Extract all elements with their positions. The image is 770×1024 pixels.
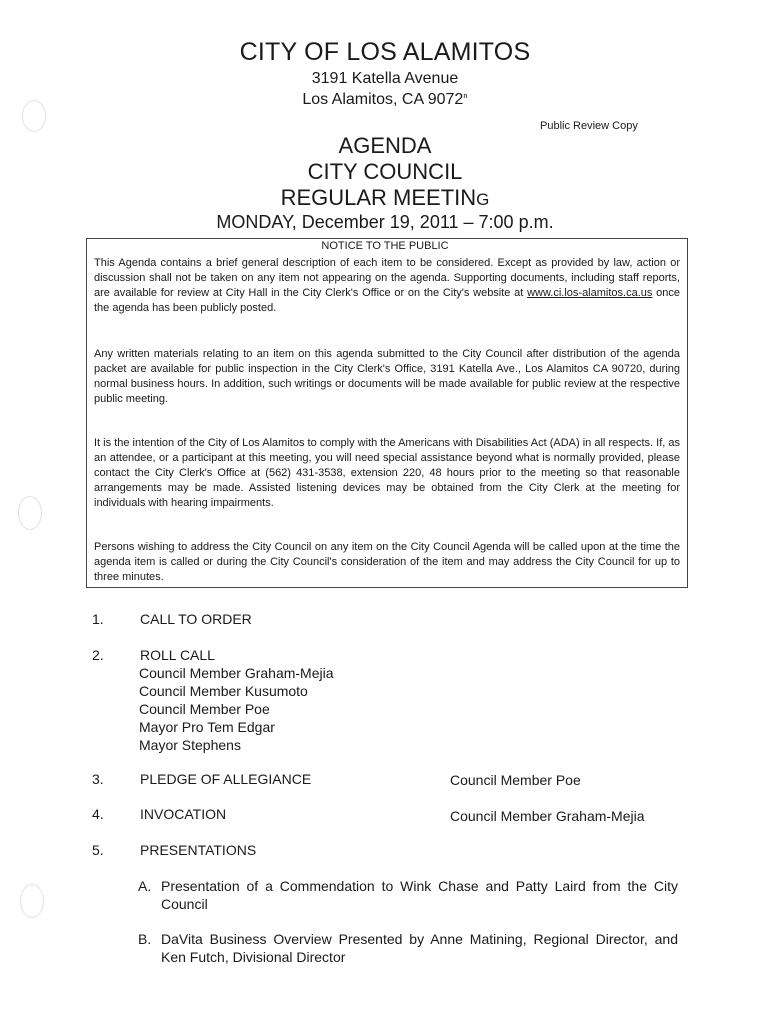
notice-paragraph-materials: Any written materials relating to an item on this agenda submitted to the City Council after distribution of the agenda packet are available for public inspection in the City Clerk's Office, 3191 Katella Ave., Los Alamitos CA 90720, during normal business hours. In addition, such writings or documents will be made available for public review at the respective public meeting. xyxy=(94,348,680,405)
meeting-title xyxy=(0,185,770,211)
item-3-presenter: Council Member Poe xyxy=(450,772,581,788)
presentation-item-b-letter: B. xyxy=(138,931,152,947)
presentation-item-a-text: Presentation of a Commendation to Wink Chase and Patty Laird from the City Council xyxy=(161,878,678,912)
presentation-item-b-text: DaVita Business Overview Presented by Anne Matining, Regional Director, and Ken Futch, Divisional Director xyxy=(161,931,678,965)
agenda-title: AGENDA xyxy=(338,133,432,158)
council-title: CITY COUNCIL xyxy=(307,159,463,184)
address-city-trailing: ⁿ xyxy=(463,90,468,104)
item-3-label: PLEDGE OF ALLEGIANCE xyxy=(140,771,312,787)
notice-paragraph-agenda xyxy=(94,256,680,316)
notice-paragraph-public-comment: Persons wishing to address the City Council on any item on the City Council Agenda will be called upon at the time the agenda item is called or during the City Council's consideration of the item and may address the City Council for up to three minutes. xyxy=(94,541,680,583)
address-street: 3191 Katella Avenue xyxy=(311,70,459,87)
notice-p1-tail: once the agenda has been publicly posted. xyxy=(94,287,680,314)
item-4-label: INVOCATION xyxy=(140,806,227,822)
item-1-label: CALL TO ORDER xyxy=(140,611,252,627)
presentation-item-a xyxy=(138,877,678,913)
address-city-text: Los Alamitos, CA 9072 xyxy=(302,91,464,108)
roll-call-member: Council Member Kusumoto xyxy=(139,683,308,699)
roll-call-member: Council Member Poe xyxy=(139,701,270,717)
item-4-number: 4. xyxy=(92,806,104,822)
item-2-number: 2. xyxy=(92,647,104,663)
address-city xyxy=(0,90,770,109)
roll-call-member: Mayor Pro Tem Edgar xyxy=(139,719,275,735)
presentation-item-b xyxy=(138,930,678,966)
meeting-title-tail: G xyxy=(476,190,490,209)
notice-paragraph-ada: It is the intention of the City of Los Alamitos to comply with the Americans with Disabilities Act (ADA) in all respects. If, as an attendee, or a participant at this meeting, you will need special assistance beyond what is normally provided, please contact the City Clerk's Office at (562) 431-3538, extension 220, 48 hours prior to the meeting so that reasonable arrangements may be made. Assisted listening devices may be obtained from the City Clerk at the meeting for individuals with hearing impairments. xyxy=(94,437,680,509)
item-1-number: 1. xyxy=(92,611,104,627)
public-review-copy-note: Public Review Copy xyxy=(540,120,638,132)
item-4-presenter: Council Member Graham-Mejia xyxy=(450,808,645,824)
notice-p1-text: This Agenda contains a brief general description of each item to be considered. Except as provided by law, action or discussion shall not be taken on any item not appearing on the agenda. Supporting documents, including staff reports, are available for review at City Hall in the City Clerk's Office or on the City's website at xyxy=(94,257,680,299)
roll-call-member: Mayor Stephens xyxy=(139,737,241,753)
item-5-number: 5. xyxy=(92,842,104,858)
notice-title: NOTICE TO THE PUBLIC xyxy=(321,240,449,252)
roll-call-member: Council Member Graham-Mejia xyxy=(139,665,334,681)
item-5-label: PRESENTATIONS xyxy=(140,842,257,858)
scan-hole-mark xyxy=(20,884,44,918)
city-website-link[interactable]: www.ci.los-alamitos.ca.us xyxy=(527,287,653,299)
presentation-item-a-letter: A. xyxy=(138,878,152,894)
meeting-date: MONDAY, December 19, 2011 – 7:00 p.m. xyxy=(216,212,554,232)
meeting-title-main: REGULAR MEETIN xyxy=(280,185,477,210)
item-3-number: 3. xyxy=(92,771,104,787)
scan-hole-mark xyxy=(18,496,42,530)
city-name: CITY OF LOS ALAMITOS xyxy=(239,38,531,66)
item-2-label: ROLL CALL xyxy=(140,647,215,663)
